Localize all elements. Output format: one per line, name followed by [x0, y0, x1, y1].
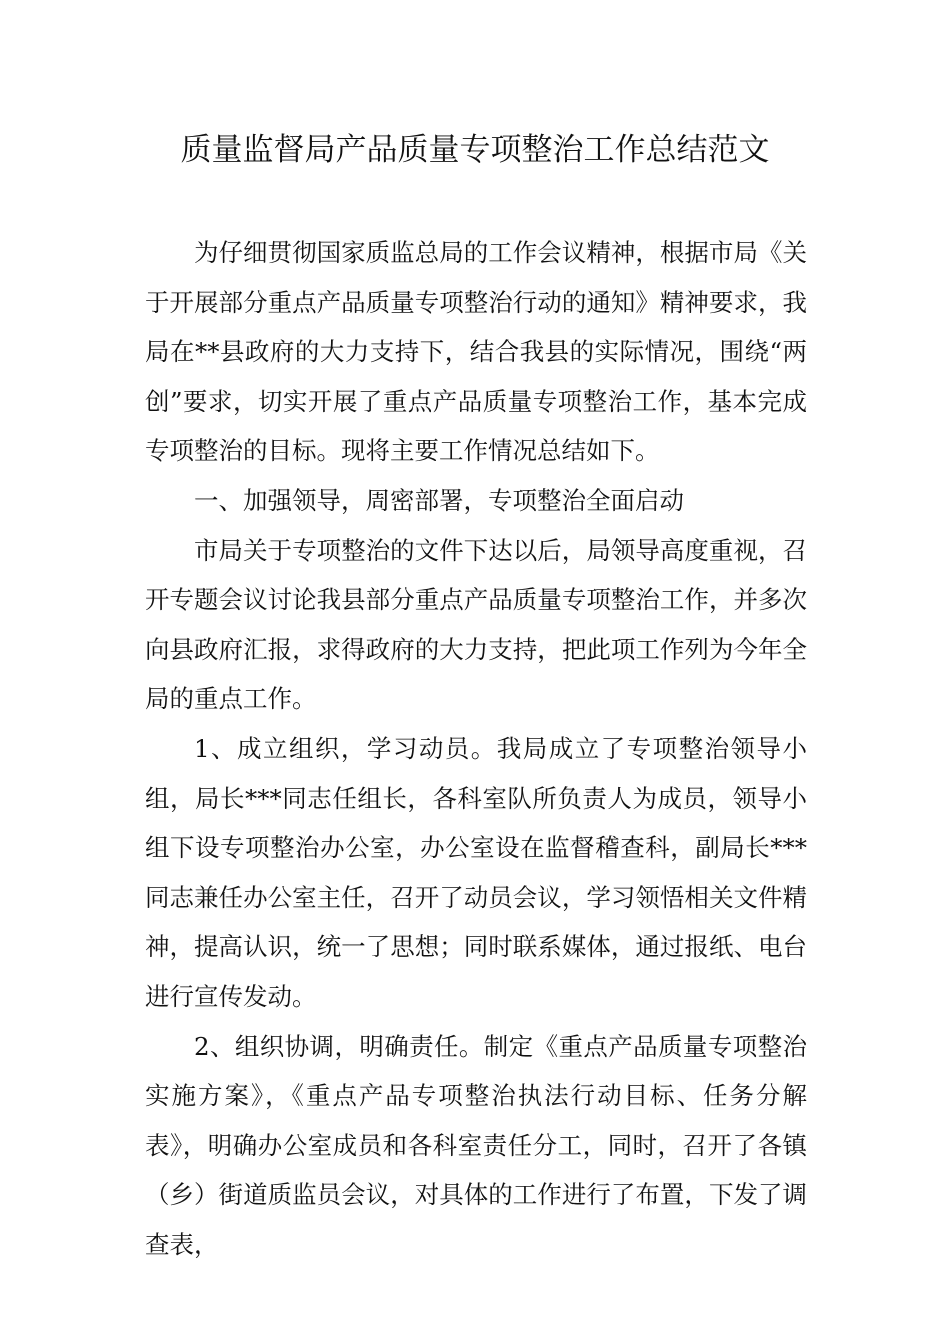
paragraph-intro: 为仔细贯彻国家质监总局的工作会议精神，根据市局《关于开展部分重点产品质量专项整治行动的通知》精神要求，我局在**县政府的大力支持下，结合我县的实际情况，围绕“两创”要求，切实开展了重点产品质量专项整治工作，基本完成专项整治的目标。现将主要工作情况总结如下。: [145, 238, 807, 466]
document-body: [145, 228, 807, 1269]
document-title: 质量监督局产品质量专项整治工作总结范文: [180, 132, 770, 168]
paragraph-item-1: 1、成立组织，学习动员。我局成立了专项整治领导小组，局长***同志任组长，各科室队所负责人为成员，领导小组下设专项整治办公室，办公室设在监督稽查科，副局长***同志兼任办公室主任，召开了动员会议，学习领悟相关文件精神，提高认识，统一了思想；同时联系媒体，通过报纸、电台进行宣传发动。: [145, 733, 807, 1011]
paragraph-section-1: 市局关于专项整治的文件下达以后，局领导高度重视，召开专题会议讨论我县部分重点产品质量专项整治工作，并多次向县政府汇报，求得政府的大力支持，把此项工作列为今年全局的重点工作。: [145, 535, 807, 714]
paragraph-item-2: 2、组织协调，明确责任。制定《重点产品质量专项整治实施方案》，《重点产品专项整治执法行动目标、任务分解表》，明确办公室成员和各科室责任分工，同时，召开了各镇（乡）街道质监员会议，对具体的工作进行了布置，下发了调查表，: [145, 1031, 807, 1259]
section-heading-1: 一、加强领导，周密部署，专项整治全面启动: [194, 485, 684, 515]
